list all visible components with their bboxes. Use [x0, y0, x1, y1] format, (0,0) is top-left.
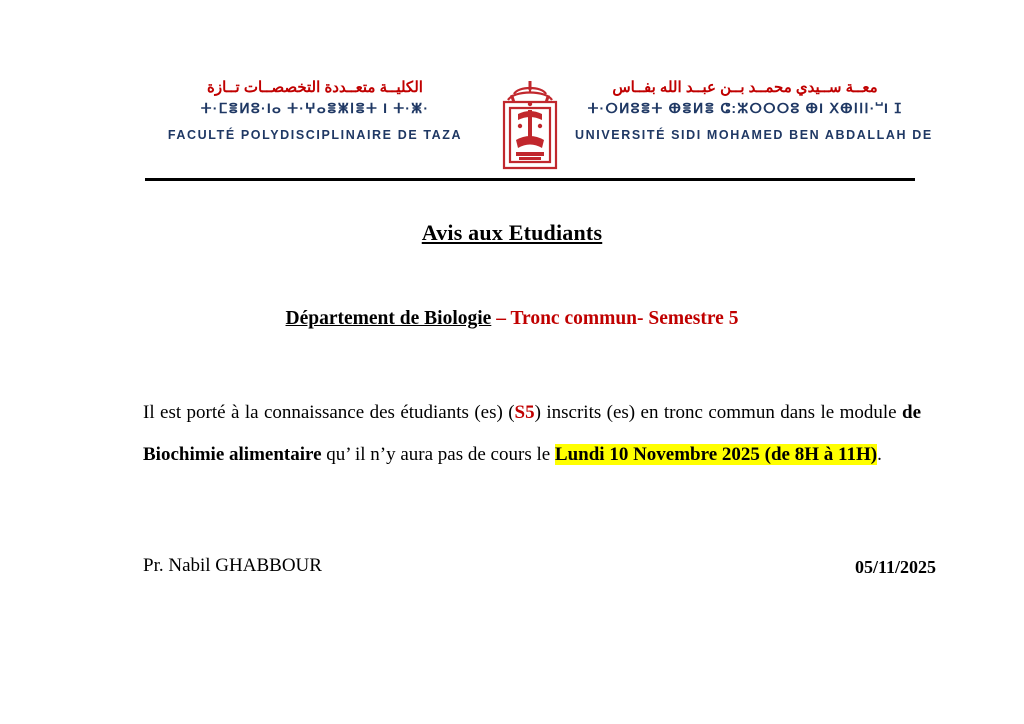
subtitle-track-semester: – Tronc commun- Semestre 5 — [491, 308, 739, 329]
notice-body — [143, 392, 921, 476]
faculty-name-tifinagh: ⵜ·ⵎⴻⵍⵓ·Iⴰ ⵜ·ⵖⴰⴻⵥⵏⴻⵜ I ⵜ·ⵥ· — [200, 100, 430, 116]
document-date: 05/11/2025 — [854, 557, 936, 577]
faculty-name-french: FACULTÉ POLYDISCIPLINAIRE DE TAZA — [167, 128, 463, 142]
subtitle-department: Département de Biologie — [285, 308, 492, 329]
university-name-french: UNIVERSITÉ SIDI MOHAMED BEN ABDALLAH DE — [575, 128, 933, 142]
body-text-part1: Il est porté à la connaissance des étudiants (es) ( — [143, 402, 515, 423]
subtitle — [0, 308, 1024, 330]
signature-name: Pr. Nabil GHABBOUR — [143, 555, 322, 576]
page-title-text: Avis aux Etudiants — [421, 220, 603, 245]
letterhead-divider — [145, 178, 915, 181]
cancelled-session-highlight: Lundi 10 Novembre 2025 (de 8H à 11H) — [554, 444, 878, 465]
body-text-part3: qu’ il n’y aura pas de cours le — [321, 444, 555, 465]
letterhead-right-block — [575, 78, 933, 145]
university-name-arabic: معــة ســيدي محمــد بــن عبــد الله بفــاس — [612, 79, 878, 96]
semester-tag: S5 — [514, 402, 535, 423]
faculty-name-arabic: الكليــة متعــددة التخصصــات تــازة — [207, 79, 423, 96]
module-name: de Biochimie alimentaire — [143, 402, 921, 465]
letterhead-left-block — [145, 78, 485, 145]
university-name-tifinagh: ⵜ·ⵔⵍⵓⴻⵜ ⴲⴻⵍⴻ ⵛ:ⵣⵔⵔⵔⵓ ⴲI ⵝⴲⵏⵏⵏ·ⵯI ⵊ — [587, 100, 903, 116]
page-title — [0, 220, 1024, 246]
body-text-part2: ) inscrits (es) en tronc commun dans le module — [534, 402, 902, 423]
letterhead — [145, 78, 933, 178]
body-text-part4: . — [877, 444, 882, 465]
university-emblem-icon — [484, 78, 576, 176]
